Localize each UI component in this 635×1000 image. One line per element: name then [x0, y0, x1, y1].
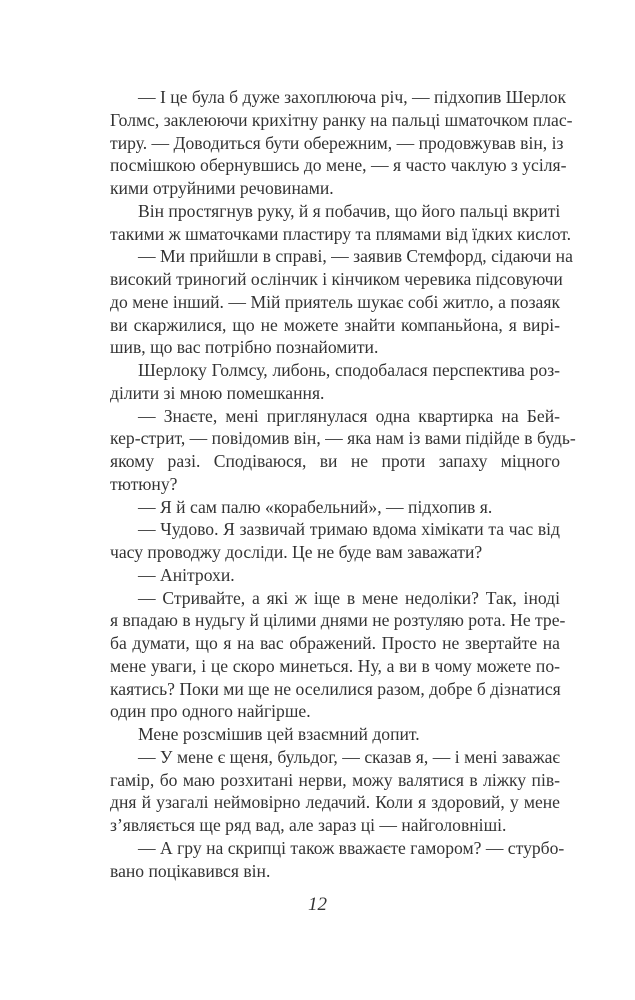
text-line: кер-стрит, — повідомив він, — яка нам із вами підійде в будь-: [110, 428, 576, 449]
text-line: — Ми прийшли в справі, — заявив Стемфорд, сідаючи на: [138, 246, 573, 267]
text-line: до мене інший. — Мій приятель шукає собі житло, а позаяк: [110, 291, 560, 312]
text-line: я впадаю в нудьгу й цілими днями не розтуляю рота. Не тре-: [110, 610, 566, 631]
text-line: часу проводжу досліди. Це не буде вам заважати?: [110, 542, 483, 562]
text-line: гамір, бо маю розхитані нерви, можу валятися в ліжку пів-: [110, 769, 560, 790]
text-line: — Чудово. Я зазвичай тримаю вдома хімікати та час від: [138, 519, 560, 540]
text-line: дня й узагалі неймовірно ледачий. Коли я здоровий, у мене: [110, 792, 560, 813]
text-line: з’являється ще ряд вад, але зараз ці — найголовніші.: [110, 815, 507, 835]
text-line: Голмс, заклеюючи крихітну ранку на пальці шматочком плас-: [110, 109, 573, 130]
text-line: — Стривайте, а які ж іще в мене недоліки? Так, іноді: [138, 587, 560, 608]
text-line: мене уваги, і це скоро минеться. Ну, а ви в чому можете по-: [110, 655, 560, 676]
text-line: якому разі. Сподіваюся, ви не проти запаху міцного: [110, 451, 560, 471]
text-line: — У мене є щеня, бульдог, — сказав я, — і мені заважає: [138, 746, 560, 767]
text-line: каятись? Поки ми ще не оселилися разом, добре б дізнатися: [110, 678, 561, 699]
text-line: тиру. — Доводиться бути обережним, — продовжував він, із: [110, 132, 564, 153]
text-line: — А гру на скрипці також вважаєте гамором? — стурбо-: [138, 837, 565, 858]
text-line: — Знаєте, мені приглянулася одна квартирка на Бей-: [138, 405, 560, 426]
text-line: один про одного найгірше.: [110, 701, 311, 722]
text-line: Він простягнув руку, й я побачив, що його пальці вкриті: [138, 200, 561, 221]
text-line: посмішкою обернувшись до мене, — я часто чаклую з усіля-: [110, 155, 567, 176]
page-number: 12: [308, 894, 327, 915]
text-line: — І це була б дуже захоплююча річ, — підхопив Шерлок: [138, 87, 566, 107]
text-line: такими ж шматочками пластиру та плямами від їдких кислот.: [110, 223, 572, 244]
book-page-body: [110, 86, 576, 882]
text-line: шив, що вас потрібно познайомити.: [110, 337, 379, 358]
text-line: ба думати, що я на вас ображений. Просто не звертайте на: [110, 633, 560, 653]
text-line: високий триногий ослінчик і кінчиком черевика підсовуючи: [110, 269, 563, 289]
text-line: вано поцікавився він.: [110, 860, 271, 881]
text-line: — Анітрохи.: [138, 564, 235, 585]
text-line: кими отруйними речовинами.: [110, 178, 334, 198]
text-line: Мене розсмішив цей взаємний допит.: [138, 724, 420, 744]
text-line: ви скаржилися, що не можете знайти компаньйона, я вирі-: [110, 314, 560, 335]
text-line: тютюну?: [110, 473, 178, 494]
text-line: ділити зі мною помешкання.: [110, 382, 325, 403]
text-line: Шерлоку Голмсу, либонь, сподобалася перспектива роз-: [138, 360, 560, 380]
text-line: — Я й сам палю «корабельний», — підхопив я.: [138, 496, 493, 517]
